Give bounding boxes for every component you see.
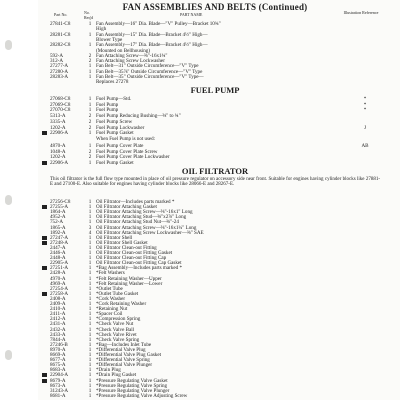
part-name: *Check Valve Rivet (96, 331, 137, 338)
revision-mark-icon (42, 241, 47, 245)
page-title: FAN ASSEMBLIES AND BELTS (Continued) (122, 2, 308, 12)
fuel-pump-title: FUEL PUMP (190, 85, 240, 95)
part-name: Oil Filtrator Attaching Stud Nut—⅜"-24 (96, 219, 179, 226)
part-name: *Check Valve Nut (96, 321, 134, 328)
quantity: 2 (88, 154, 92, 160)
quantity: 1 (88, 311, 92, 318)
revision-mark-icon (42, 292, 47, 296)
part-number: 1864-A (50, 209, 66, 216)
quantity: 2 (88, 118, 92, 125)
part-row (50, 130, 380, 136)
quantity: 3 (88, 224, 92, 231)
quantity: 1 (88, 316, 92, 323)
part-name: *Drain Plug (96, 367, 121, 374)
part-name: *Pressure Regulating Valve Gasket (96, 377, 168, 384)
part-name: Fuel Pump Gasket (96, 130, 134, 137)
part-number: 31243-A (50, 387, 69, 394)
part-number: 2408-A (50, 295, 66, 302)
part-no-header: Part No. (54, 12, 68, 17)
part-number: 27069-C8 (50, 101, 71, 108)
part-number: 2410-A (50, 306, 66, 313)
quantity: 1 (88, 321, 92, 328)
part-name: *Outlet Tube Gasket (96, 290, 139, 297)
quantity: 1 (88, 130, 92, 137)
part-name: *Drain Plug Gasket (96, 372, 137, 379)
part-number: 752-A (50, 219, 64, 226)
part-name-header: PART NAME (180, 12, 203, 17)
part-name: Oil Filtrator Attaching Screw Lockwasher—⅜" SAE (96, 229, 204, 236)
part-name: *Felt Retaining Washer—Lower (96, 280, 163, 287)
quantity: 1 (88, 377, 92, 384)
part-number: 2433-A (50, 331, 66, 338)
part-name: Blower Type (96, 36, 123, 43)
quantity: 4 (88, 229, 92, 236)
part-name: *Felt Retaining Washer—Upper (96, 275, 162, 282)
part-number: 8673-A (50, 382, 66, 389)
quantity: 1 (88, 290, 92, 297)
part-name: Fuel Pump (96, 107, 119, 114)
ill-ref-header: Illustration Reference (343, 10, 379, 15)
column-headers (50, 11, 380, 21)
quantity: 1 (88, 295, 92, 302)
part-name: Fan Assembly—17" Dia. Blade—Bracket 4½" High— (96, 42, 208, 49)
oil-filtrator-title: OIL FILTRATOR (181, 166, 249, 176)
quantity: 1 (88, 214, 92, 221)
part-number: 8675-A (50, 362, 66, 369)
binder-margin (0, 0, 38, 400)
quantity: 1 (88, 96, 92, 102)
quantity: 2 (88, 113, 92, 120)
part-number: 2411-A (50, 311, 66, 318)
part-number: 8681-A (50, 392, 66, 399)
illustration-ref: AB (361, 143, 369, 149)
quantity: 1 (88, 341, 92, 348)
quantity: 2 (88, 58, 92, 65)
quantity: 2 (88, 52, 92, 59)
part-name: Oil Filtrator Shell (96, 234, 133, 241)
part-number: 1048-A (50, 148, 66, 155)
part-number: 27256-C8 (50, 199, 71, 205)
revision-mark-icon (42, 373, 47, 377)
part-name: *Check Valve Spring (96, 336, 140, 343)
part-number: 2447-A (50, 244, 66, 251)
part-number: 8970-A (50, 346, 66, 353)
part-name: Fuel Pump Cover Plate Screw (96, 148, 158, 155)
part-number: 592-A (50, 52, 64, 59)
part-name: Oil Filtrator—Includes parts marked * (96, 199, 175, 205)
part-name: Fuel Pump Gasket (96, 159, 134, 166)
part-number: 8677-A (50, 357, 66, 364)
part-number: 7844-A (50, 336, 66, 343)
part-name: *Compression Spring (96, 316, 141, 323)
revision-mark-icon (42, 379, 47, 383)
quantity: 1 (88, 275, 92, 282)
quantity: 1 (88, 260, 92, 267)
part-number: 27070-C8 (50, 107, 71, 114)
part-number: 8669-A (50, 352, 66, 358)
part-number: 5313-A (50, 113, 66, 120)
quantity: 1 (88, 68, 92, 75)
part-number: 2446-A (50, 250, 66, 256)
part-number: 2431-A (50, 321, 66, 328)
part-number: 8679-A (50, 377, 66, 384)
part-number: 2409-A (50, 301, 66, 307)
part-number: 27251-A (50, 265, 69, 272)
illustration-ref: * (363, 96, 367, 102)
part-row (50, 160, 380, 166)
quantity: 1 (88, 357, 92, 364)
quantity: 1 (88, 255, 92, 262)
part-number: 22904-A (50, 372, 69, 379)
part-name: *Spacer Coil (96, 311, 123, 318)
part-number: 4952-A (50, 214, 66, 221)
quantity: 1 (88, 265, 92, 272)
part-number: 22906-A (50, 159, 69, 166)
quantity: 1 (88, 352, 92, 358)
part-name: Oil Filtrator Shell Gasket (96, 239, 148, 246)
part-name: Fuel Pump Cover Plate Lockwasher (96, 154, 170, 160)
part-name: Fan Belt—35⅞" Outside Circumference—"V" Type (96, 68, 203, 75)
revision-mark-icon (42, 205, 47, 209)
part-number: 4870-A (50, 143, 66, 149)
quantity: 1 (88, 326, 92, 333)
quantity: 1 (88, 199, 92, 205)
part-name: Oil Filtrator Clean-out Fitting Cap (96, 255, 167, 262)
quantity: 1 (88, 270, 92, 277)
quantity: 2 (88, 148, 92, 155)
quantity: 1 (88, 362, 92, 369)
part-number: 2412-A (50, 316, 66, 323)
part-name: *Cork Retaining Washer (96, 301, 147, 307)
quantity: 1 (88, 143, 92, 149)
part-name: Oil Filtrator Attaching Screw—⅜"-16x1" Long (96, 209, 193, 216)
part-name: *Check Valve Ball (96, 326, 135, 333)
part-name: Fan Attaching Screw—⅜"-16x1¾" (96, 52, 168, 59)
quantity: 1 (88, 159, 92, 166)
part-name: *Differential Valve Plug (96, 346, 146, 353)
quantity: 1 (88, 382, 92, 389)
quantity: 1 (88, 387, 92, 394)
part-name: Fuel Pump—Std. (96, 96, 132, 102)
part-name: Oil Filtrator Attaching Stud—⅜"x2⅞" Long (96, 214, 187, 221)
part-name: *Pressure Regulating Valve Adjusting Screw (96, 392, 188, 399)
quantity: 1 (88, 31, 92, 38)
part-name: Fuel Pump Reducing Bushing—⅜" to ¾" (96, 113, 181, 120)
part-name: (Mounted on Bellhousing) (96, 47, 151, 54)
part-number: 4970-A (50, 275, 66, 282)
part-number: 27246-B (50, 341, 68, 348)
punch-hole-icon (5, 195, 12, 205)
quantity: 1 (88, 101, 92, 108)
part-name: *Cork Washer (96, 295, 126, 302)
part-number: 27255-A (50, 204, 69, 211)
part-number: 27280-A (50, 68, 69, 75)
part-name: Fan Attaching Screw Lockwasher (96, 58, 165, 65)
quantity: 1 (88, 301, 92, 307)
punch-hole-icon (5, 40, 12, 50)
part-name: *Differential Valve Spring (96, 357, 150, 364)
illustration-ref: * (363, 101, 367, 108)
quantity: 1 (88, 239, 92, 246)
part-number: 27258-A (50, 290, 69, 297)
quantity: 1 (88, 250, 92, 256)
part-name: *Differential Valve Plunger (96, 362, 153, 369)
part-name: Oil Filtrator Attaching Screw—⅜"-16x1¼" Long (96, 224, 197, 231)
part-name: Fuel Pump (96, 101, 119, 108)
quantity: 1 (88, 63, 92, 70)
part-name: Oil Filtrator Clean-out Fitting (96, 244, 157, 251)
quantity: 1 (88, 42, 92, 49)
revision-mark-icon (42, 236, 47, 240)
illustration-ref: J (364, 124, 366, 131)
part-name: Fan Assembly—15" Dia. Blade—Bracket 4½" High— (96, 31, 208, 38)
punch-hole-icon (5, 350, 12, 360)
quantity: 1 (88, 331, 92, 338)
quantity: 1 (88, 346, 92, 353)
part-number: 22905-A (50, 260, 69, 267)
quantity: 1 (88, 392, 92, 399)
part-name: Oil Filtrator Clean-out Fitting Gasket (96, 250, 173, 256)
part-name: Oil Filtrator Clean-out Fitting Cap Gasket (96, 260, 182, 267)
part-number: 1892-A (50, 229, 66, 236)
quantity: 2 (88, 124, 92, 131)
part-number: 4969-A (50, 280, 66, 287)
part-number: 27254-A (50, 285, 69, 292)
quantity: 1 (88, 285, 92, 292)
part-name: *Outlet Tube (96, 285, 123, 292)
part-number: 1202-A (50, 154, 66, 160)
part-number: 27841-C8 (50, 21, 71, 27)
part-number: 1865-A (50, 224, 66, 231)
revision-mark-icon (42, 131, 47, 135)
quantity: 1 (88, 21, 92, 27)
revision-mark-icon (42, 161, 47, 165)
part-number: 8683-A (50, 367, 66, 374)
part-number: 1202-A (50, 124, 66, 131)
fuel-note: When Fuel Pump is not used: (96, 137, 156, 142)
quantity: 1 (88, 244, 92, 251)
quantity: 1 (88, 336, 92, 343)
part-name: Fuel Pump Cover Plate (96, 143, 144, 149)
part-name: Fuel Pump Lockwasher (96, 124, 145, 131)
part-name: *Differential Valve Plug Gasket (96, 352, 162, 358)
quantity: 1 (88, 74, 92, 80)
part-name: Oil Filtrator Attaching Gasket (96, 204, 157, 211)
quantity: 1 (88, 306, 92, 313)
part-name: Fan Belt—35" Outside Circumference—"V" Type— (96, 74, 204, 80)
part-number: 22906-A (50, 130, 69, 137)
part-name: Fan Assembly—16" Dia. Blade—"V" Pulley—Bracket 10¾" (96, 21, 221, 27)
part-number: 28282-C8 (50, 42, 71, 49)
part-number: 28281-C8 (50, 31, 71, 38)
part-name: *Bag—Includes Inlet Tube (96, 341, 152, 348)
quantity: 1 (88, 280, 92, 287)
quantity: 1 (88, 372, 92, 379)
quantity: 1 (88, 204, 92, 211)
part-number: 27248-A (50, 239, 69, 246)
part-number: 28283-A (50, 74, 69, 80)
quantity: 1 (88, 219, 92, 226)
part-name: Fuel Pump Screw (96, 118, 133, 125)
no-req-header: No. Req'd (84, 10, 94, 20)
part-row (50, 393, 380, 399)
part-number: 3335-A (50, 118, 66, 125)
illustration-ref: * (363, 107, 367, 114)
quantity: 1 (88, 107, 92, 114)
part-number: 2448-A (50, 255, 66, 262)
part-number: 27068-C8 (50, 96, 71, 102)
parts-sheet (50, 0, 380, 400)
part-name: High (96, 26, 107, 33)
quantity: 1 (88, 367, 92, 374)
part-name: Fan Belt—31" Outside Circumference—"V" Type (96, 63, 199, 70)
part-name: Replaces 27278 (96, 79, 129, 86)
part-name: *Felt Washers (96, 270, 125, 277)
quantity: 1 (88, 234, 92, 241)
part-number: 312-A (50, 58, 64, 65)
part-name: *Pressure Regulating Valve Plunger (96, 387, 170, 394)
part-name: *Retaining Nut (96, 306, 128, 313)
part-number: 27247-A (50, 234, 69, 241)
part-number: 27277-A (50, 63, 69, 70)
part-number: 2428-A (50, 270, 66, 277)
part-name: *Bag Assembly—Includes parts marked * (96, 265, 183, 272)
quantity: 1 (88, 209, 92, 216)
part-name: *Pressure Regulating Valve Spring (96, 382, 168, 389)
revision-mark-icon (42, 266, 47, 270)
part-number: 2432-A (50, 326, 66, 333)
oil-filtrator-description: This oil filtrator is the full flow type mounted in place of oil pressure regulator on accessory side near front. Suitable for engines having cylinder blocks like 27881-E and 27100-E. Also suitable for engines having cylinder blocks like 28066-E and 28267-E. (50, 177, 380, 188)
